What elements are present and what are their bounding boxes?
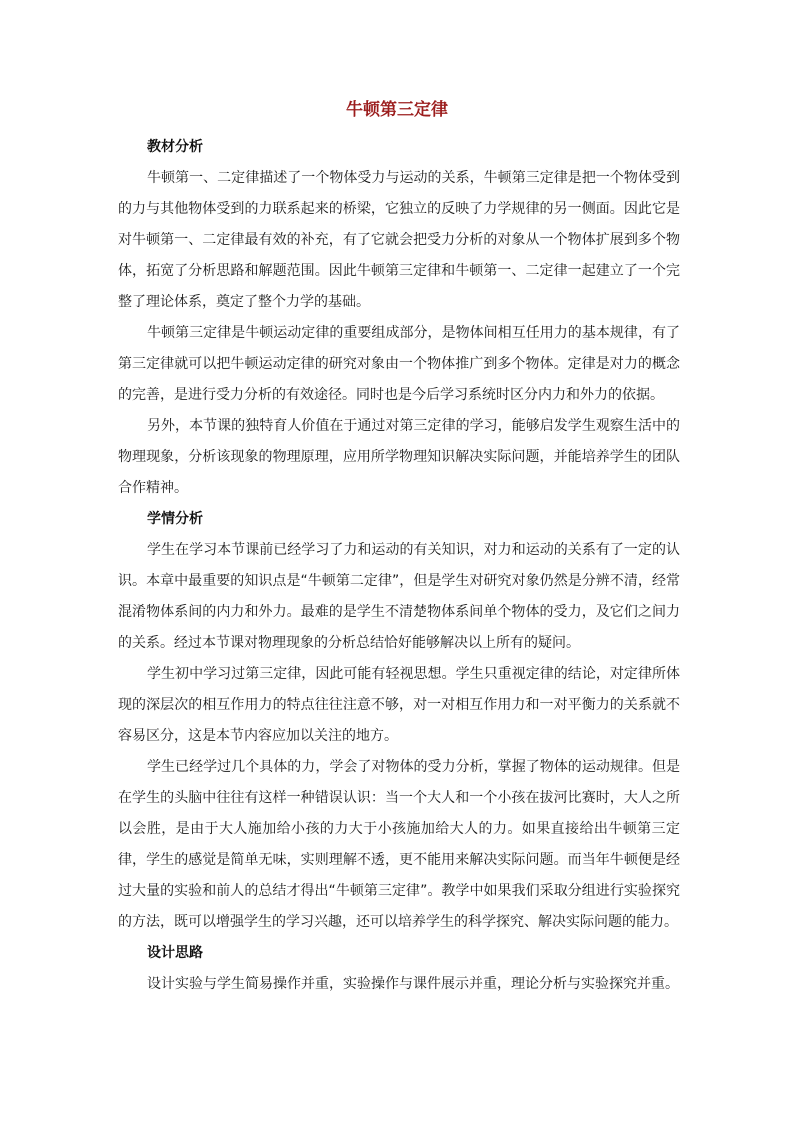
document-body bbox=[118, 134, 680, 1000]
paragraph: 牛顿第三定律是牛顿运动定律的重要组成部分，是物体间相互任用力的基本规律，有了第三定律就可以把牛顿运动定律的研究对象由一个物体推广到多个物体。定律是对力的概念的完善，是进行受力分析的有效途径。同时也是今后学习系统时区分内力和外力的依据。 bbox=[118, 325, 680, 403]
paragraph: 另外，本节课的独特育人价值在于通过对第三定律的学习，能够启发学生观察生活中的物理现象，分析该现象的物理原理，应用所学物理知识解决实际问题，并能培养学生的团队合作精神。 bbox=[118, 418, 680, 496]
paragraph: 学生已经学过几个具体的力，学会了对物体的受力分析，掌握了物体的运动规律。但是在学生的头脑中往往有这样一种错误认识：当一个大人和一个小孩在拔河比赛时，大人之所以会胜，是由于大人施加给小孩的力大于小孩施加给大人的力。如果直接给出牛顿第三定律，学生的感觉是简单无味，实则理解不透，更不能用来解决实际问题。而当年牛顿便是经过大量的实验和前人的总结才得出“牛顿第三定律”。教学中如果我们采取分组进行实验探究的方法，既可以增强学生的学习兴趣，还可以培养学生的科学探究、解决实际问题的能力。 bbox=[118, 759, 680, 930]
paragraph: 学生初中学习过第三定律，因此可能有轻视思想。学生只重视定律的结论，对定律所体现的深层次的相互作用力的特点往往注意不够，对一对相互作用力和一对平衡力的关系就不容易区分，这是本节内容应加以关注的地方。 bbox=[118, 666, 680, 744]
page-title: 牛顿第三定律 bbox=[346, 100, 448, 120]
section-heading: 设计思路 bbox=[147, 945, 203, 961]
section-heading: 学情分析 bbox=[147, 511, 203, 527]
section-heading: 教材分析 bbox=[147, 139, 203, 155]
section-design-idea bbox=[118, 940, 680, 1000]
section-student-analysis bbox=[118, 506, 680, 938]
paragraph: 牛顿第一、二定律描述了一个物体受力与运动的关系，牛顿第三定律是把一个物体受到的力与其他物体受到的力联系起来的桥梁，它独立的反映了力学规律的另一侧面。因此它是对牛顿第一、二定律最有效的补充，有了它就会把受力分析的对象从一个物体扩展到多个物体，拓宽了分析思路和解题范围。因此牛顿第三定律和牛顿第一、二定律一起建立了一个完整了理论体系，奠定了整个力学的基础。 bbox=[118, 170, 680, 310]
paragraph: 设计实验与学生简易操作并重，实验操作与课件展示并重，理论分析与实验探究并重。 bbox=[147, 976, 679, 992]
section-textbook-analysis bbox=[118, 134, 680, 504]
paragraph: 学生在学习本节课前已经学习了力和运动的有关知识，对力和运动的关系有了一定的认识。本章中最重要的知识点是“牛顿第二定律”，但是学生对研究对象仍然是分辨不清，经常混淆物体系间的内力和外力。最难的是学生不清楚物体系间单个物体的受力，及它们之间力的关系。经过本节课对物理现象的分析总结恰好能够解决以上所有的疑问。 bbox=[118, 542, 680, 651]
